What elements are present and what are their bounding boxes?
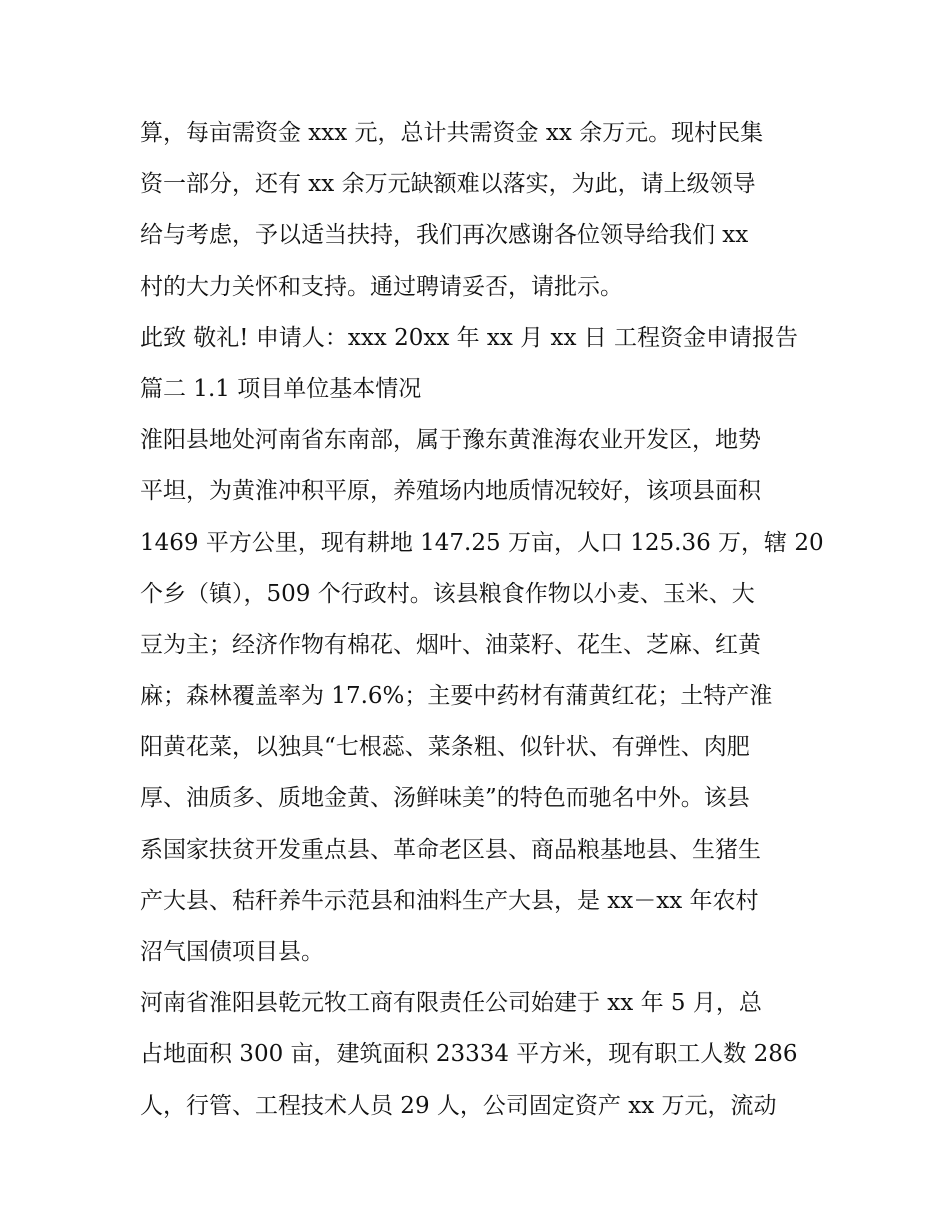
text-line: 淮阳县地处河南省东南部，属于豫东黄淮海农业开发区，地势 xyxy=(140,427,761,454)
text-line: 平坦，为黄淮冲积平原，养殖场内地质情况较好，该项县面积 xyxy=(140,478,761,505)
text-line: 人，行管、工程技术人员 29 人，公司固定资产 xx 万元，流动 xyxy=(140,1092,777,1119)
text-line: 厚、油质多、质地金黄、汤鲜味美”的特色而驰名中外。该县 xyxy=(140,785,750,812)
document-body xyxy=(140,108,824,1132)
text-line: 麻；森林覆盖率为 17.6%；主要中药材有蒲黄红花；土特产淮 xyxy=(140,683,773,710)
text-line: 资一部分，还有 xx 余万元缺额难以落实，为此，请上级领导 xyxy=(140,171,756,198)
text-line: 个乡（镇），509 个行政村。该县粮食作物以小麦、玉米、大 xyxy=(140,580,755,607)
text-line: 占地面积 300 亩，建筑面积 23334 平方米，现有职工人数 286 xyxy=(140,1041,798,1068)
text-line: 给与考虑，予以适当扶持，我们再次感谢各位领导给我们 xx xyxy=(140,222,749,249)
text-line: 阳黄花菜，以独具“七根蕊、菜条粗、似针状、有弹性、肉肥 xyxy=(140,734,750,761)
closing-line: 此致 敬礼! 申请人：xxx 20xx 年 xx 月 xx 日 工程资金申请报告 xyxy=(140,324,799,351)
text-line: 豆为主；经济作物有棉花、烟叶、油菜籽、花生、芝麻、红黄 xyxy=(140,631,761,658)
section-heading: 篇二 1.1 项目单位基本情况 xyxy=(140,375,422,402)
text-line: 产大县、秸秆养牛示范县和油料生产大县，是 xx－xx 年农村 xyxy=(140,887,759,914)
text-line: 系国家扶贫开发重点县、革命老区县、商品粮基地县、生猪生 xyxy=(140,836,761,863)
text-line: 村的大力关怀和支持。通过聘请妥否，请批示。 xyxy=(140,273,623,300)
text-line: 1469 平方公里，现有耕地 147.25 万亩，人口 125.36 万，辖 20 xyxy=(140,529,824,556)
text-line: 算，每亩需资金 xxx 元，总计共需资金 xx 余万元。现村民集 xyxy=(140,120,764,146)
text-line: 沼气国债项目县。 xyxy=(140,939,324,965)
text-line: 河南省淮阳县乾元牧工商有限责任公司始建于 xx 年 5 月，总 xyxy=(140,990,762,1017)
